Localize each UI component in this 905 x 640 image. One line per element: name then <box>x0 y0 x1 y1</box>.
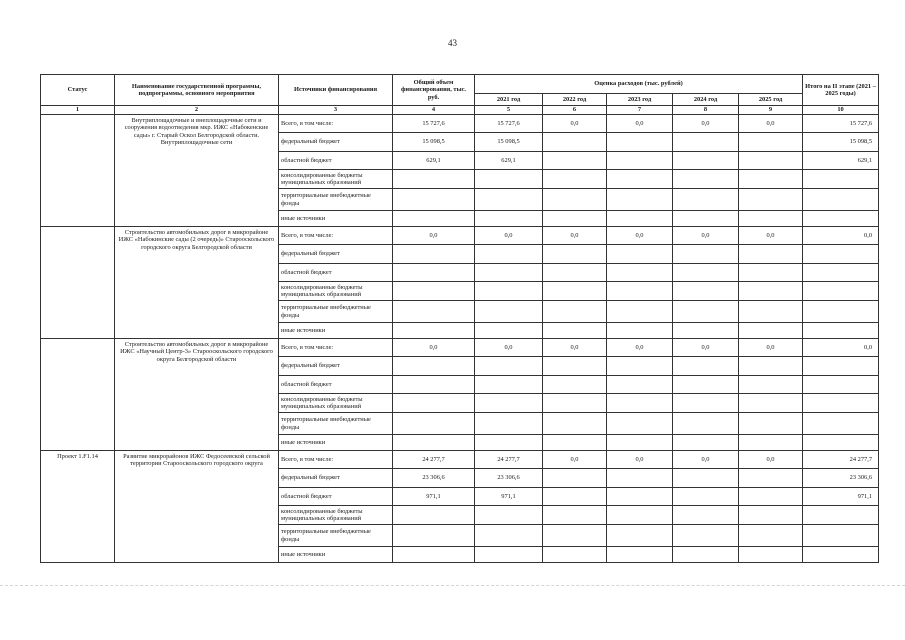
year-2024-cell <box>673 435 739 451</box>
funding-source-cell: федеральный бюджет <box>279 469 393 488</box>
column-index: 2 <box>115 106 279 115</box>
year-2024-cell: 0,0 <box>673 227 739 245</box>
itogo-cell: 23 306,6 <box>803 469 879 488</box>
header-estimate: Оценка расходов (тыс. рублей) <box>475 75 803 94</box>
year-2023-cell <box>607 282 673 301</box>
year-2024-cell <box>673 152 739 170</box>
table-row <box>41 339 879 357</box>
year-2022-cell <box>543 189 607 211</box>
year-2022-cell <box>543 357 607 376</box>
column-index: 3 <box>279 106 393 115</box>
object-name-cell: Строительство автомобильных дорог в микрорайоне ИЖС «Набокинские сады (2 очередь)» Старооскольского городского округа Белгородской области <box>115 227 279 339</box>
total-cell <box>393 506 475 525</box>
year-2021-cell: 629,1 <box>475 152 543 170</box>
year-2023-cell <box>607 170 673 189</box>
itogo-cell <box>803 282 879 301</box>
year-2024-cell <box>673 376 739 394</box>
year-2025-cell <box>739 133 803 152</box>
year-2024-cell <box>673 245 739 264</box>
column-index: 7 <box>607 106 673 115</box>
header-itogo: Итого на II этапе (2021 – 2025 годы) <box>803 75 879 106</box>
column-index: 1 <box>41 106 115 115</box>
header-year: 2022 год <box>543 94 607 106</box>
year-2022-cell <box>543 301 607 323</box>
year-2024-cell <box>673 506 739 525</box>
year-2021-cell <box>475 170 543 189</box>
funding-source-cell: Всего, в том числе: <box>279 451 393 469</box>
year-2025-cell <box>739 357 803 376</box>
itogo-cell <box>803 211 879 227</box>
year-2025-cell: 0,0 <box>739 115 803 133</box>
year-2025-cell <box>739 282 803 301</box>
itogo-cell <box>803 357 879 376</box>
total-cell <box>393 282 475 301</box>
year-2022-cell <box>543 211 607 227</box>
year-2025-cell: 0,0 <box>739 227 803 245</box>
funding-source-cell: консолидированные бюджеты муниципальных образований <box>279 282 393 301</box>
total-cell <box>393 394 475 413</box>
total-cell: 629,1 <box>393 152 475 170</box>
itogo-cell <box>803 189 879 211</box>
year-2023-cell <box>607 152 673 170</box>
year-2021-cell <box>475 435 543 451</box>
funding-source-cell: консолидированные бюджеты муниципальных образований <box>279 394 393 413</box>
year-2021-cell <box>475 506 543 525</box>
year-2025-cell <box>739 301 803 323</box>
page-number: 43 <box>448 38 457 48</box>
total-cell <box>393 170 475 189</box>
year-2022-cell <box>543 282 607 301</box>
year-2022-cell <box>543 506 607 525</box>
year-2025-cell <box>739 469 803 488</box>
year-2025-cell: 0,0 <box>739 339 803 357</box>
year-2025-cell <box>739 211 803 227</box>
year-2023-cell <box>607 189 673 211</box>
year-2023-cell <box>607 469 673 488</box>
year-2021-cell <box>475 413 543 435</box>
year-2022-cell: 0,0 <box>543 339 607 357</box>
year-2024-cell <box>673 488 739 506</box>
itogo-cell: 629,1 <box>803 152 879 170</box>
year-2023-cell <box>607 525 673 547</box>
year-2023-cell <box>607 376 673 394</box>
year-2024-cell <box>673 323 739 339</box>
itogo-cell: 0,0 <box>803 339 879 357</box>
total-cell: 15 727,6 <box>393 115 475 133</box>
year-2025-cell <box>739 394 803 413</box>
total-cell <box>393 525 475 547</box>
year-2021-cell: 0,0 <box>475 339 543 357</box>
table-row <box>41 227 879 245</box>
column-index: 4 <box>393 106 475 115</box>
column-index: 10 <box>803 106 879 115</box>
year-2023-cell <box>607 301 673 323</box>
total-cell <box>393 323 475 339</box>
year-2021-cell: 24 277,7 <box>475 451 543 469</box>
year-2024-cell <box>673 133 739 152</box>
total-cell: 24 277,7 <box>393 451 475 469</box>
year-2025-cell <box>739 547 803 563</box>
total-cell: 0,0 <box>393 227 475 245</box>
year-2025-cell <box>739 245 803 264</box>
funding-source-cell: Всего, в том числе: <box>279 115 393 133</box>
table-row <box>41 451 879 469</box>
year-2024-cell <box>673 211 739 227</box>
itogo-cell <box>803 301 879 323</box>
year-2022-cell <box>543 245 607 264</box>
itogo-cell <box>803 435 879 451</box>
funding-source-cell: областной бюджет <box>279 264 393 282</box>
itogo-cell: 15 727,6 <box>803 115 879 133</box>
total-cell <box>393 189 475 211</box>
year-2022-cell <box>543 413 607 435</box>
funding-source-cell: иные источники <box>279 435 393 451</box>
total-cell: 15 098,5 <box>393 133 475 152</box>
year-2022-cell <box>543 376 607 394</box>
year-2024-cell <box>673 357 739 376</box>
year-2021-cell <box>475 282 543 301</box>
column-index: 5 <box>475 106 543 115</box>
year-2021-cell <box>475 525 543 547</box>
object-name-cell: Строительство автомобильных дорог в микрорайоне ИЖС «Научный Центр-3» Старооскольского городского округа Белгородской области <box>115 339 279 451</box>
header-year: 2025 год <box>739 94 803 106</box>
header-status: Статус <box>41 75 115 106</box>
funding-source-cell: федеральный бюджет <box>279 245 393 264</box>
itogo-cell <box>803 547 879 563</box>
year-2023-cell <box>607 435 673 451</box>
year-2025-cell <box>739 525 803 547</box>
year-2021-cell <box>475 394 543 413</box>
year-2025-cell <box>739 488 803 506</box>
year-2024-cell <box>673 264 739 282</box>
total-cell <box>393 413 475 435</box>
funding-source-cell: областной бюджет <box>279 376 393 394</box>
itogo-cell <box>803 245 879 264</box>
year-2022-cell: 0,0 <box>543 115 607 133</box>
header-year: 2021 год <box>475 94 543 106</box>
year-2025-cell <box>739 170 803 189</box>
total-cell <box>393 211 475 227</box>
year-2025-cell <box>739 376 803 394</box>
year-2021-cell <box>475 264 543 282</box>
year-2022-cell <box>543 547 607 563</box>
total-cell <box>393 547 475 563</box>
status-cell <box>41 339 115 451</box>
year-2025-cell <box>739 323 803 339</box>
itogo-cell: 15 098,5 <box>803 133 879 152</box>
year-2022-cell <box>543 435 607 451</box>
status-cell <box>41 115 115 227</box>
header-name: Наименование государственной программы, подпрограммы, основного мероприятия <box>115 75 279 106</box>
year-2025-cell <box>739 189 803 211</box>
total-cell: 23 306,6 <box>393 469 475 488</box>
year-2023-cell <box>607 413 673 435</box>
header-year: 2024 год <box>673 94 739 106</box>
year-2021-cell: 15 098,5 <box>475 133 543 152</box>
column-index: 6 <box>543 106 607 115</box>
year-2024-cell <box>673 301 739 323</box>
table-body <box>41 115 879 563</box>
year-2022-cell <box>543 170 607 189</box>
year-2022-cell <box>543 488 607 506</box>
year-2024-cell <box>673 170 739 189</box>
year-2024-cell: 0,0 <box>673 339 739 357</box>
funding-source-cell: территориальные внебюджетные фонды <box>279 413 393 435</box>
header-year: 2023 год <box>607 94 673 106</box>
itogo-cell <box>803 170 879 189</box>
year-2021-cell <box>475 547 543 563</box>
header-total: Общий объем финансирования, тыс. руб. <box>393 75 475 106</box>
year-2024-cell <box>673 413 739 435</box>
funding-source-cell: федеральный бюджет <box>279 133 393 152</box>
object-name-cell: Развитие микрорайонов ИЖС Федосеевской сельской территории Старооскольского городского округа <box>115 451 279 563</box>
itogo-cell: 24 277,7 <box>803 451 879 469</box>
year-2021-cell: 15 727,6 <box>475 115 543 133</box>
year-2021-cell: 0,0 <box>475 227 543 245</box>
object-name-cell: Внутриплощадочные и внеплощадочные сети и сооружения водоотведения мкр. ИЖС «Набокенские сады» г. Старый Оскол Белгородской области. Внутриплощадочные сети <box>115 115 279 227</box>
year-2022-cell: 0,0 <box>543 227 607 245</box>
year-2023-cell <box>607 488 673 506</box>
year-2021-cell: 971,1 <box>475 488 543 506</box>
funding-source-cell: территориальные внебюджетные фонды <box>279 301 393 323</box>
funding-source-cell: Всего, в том числе: <box>279 227 393 245</box>
year-2023-cell <box>607 506 673 525</box>
year-2021-cell <box>475 189 543 211</box>
year-2025-cell <box>739 413 803 435</box>
itogo-cell: 971,1 <box>803 488 879 506</box>
year-2021-cell: 23 306,6 <box>475 469 543 488</box>
itogo-cell <box>803 323 879 339</box>
header-sources: Источники финансирования <box>279 75 393 106</box>
itogo-cell <box>803 413 879 435</box>
year-2025-cell <box>739 152 803 170</box>
itogo-cell <box>803 376 879 394</box>
year-2023-cell <box>607 211 673 227</box>
year-2025-cell <box>739 435 803 451</box>
funding-source-cell: федеральный бюджет <box>279 357 393 376</box>
funding-source-cell: иные источники <box>279 547 393 563</box>
year-2023-cell <box>607 547 673 563</box>
year-2025-cell <box>739 264 803 282</box>
itogo-cell <box>803 506 879 525</box>
column-index-row <box>41 106 879 115</box>
status-cell: Проект 1.F1.14 <box>41 451 115 563</box>
funding-source-cell: иные источники <box>279 211 393 227</box>
year-2023-cell <box>607 323 673 339</box>
budget-table <box>40 74 879 563</box>
year-2021-cell <box>475 211 543 227</box>
year-2021-cell <box>475 376 543 394</box>
total-cell: 0,0 <box>393 339 475 357</box>
total-cell <box>393 357 475 376</box>
status-cell <box>41 227 115 339</box>
year-2022-cell <box>543 469 607 488</box>
year-2023-cell: 0,0 <box>607 115 673 133</box>
column-index: 8 <box>673 106 739 115</box>
year-2024-cell <box>673 189 739 211</box>
total-cell <box>393 376 475 394</box>
year-2024-cell <box>673 282 739 301</box>
year-2023-cell: 0,0 <box>607 339 673 357</box>
year-2022-cell <box>543 133 607 152</box>
year-2022-cell <box>543 323 607 339</box>
itogo-cell <box>803 525 879 547</box>
funding-source-cell: областной бюджет <box>279 488 393 506</box>
year-2025-cell <box>739 506 803 525</box>
itogo-cell <box>803 264 879 282</box>
funding-source-cell: Всего, в том числе: <box>279 339 393 357</box>
header-row <box>41 75 879 94</box>
year-2022-cell <box>543 264 607 282</box>
itogo-cell: 0,0 <box>803 227 879 245</box>
total-cell <box>393 435 475 451</box>
column-index: 9 <box>739 106 803 115</box>
year-2021-cell <box>475 323 543 339</box>
total-cell: 971,1 <box>393 488 475 506</box>
year-2023-cell <box>607 357 673 376</box>
year-2021-cell <box>475 301 543 323</box>
table-row <box>41 115 879 133</box>
year-2024-cell: 0,0 <box>673 115 739 133</box>
funding-source-cell: территориальные внебюджетные фонды <box>279 189 393 211</box>
year-2023-cell <box>607 394 673 413</box>
year-2022-cell <box>543 394 607 413</box>
year-2025-cell: 0,0 <box>739 451 803 469</box>
year-2023-cell: 0,0 <box>607 227 673 245</box>
year-2021-cell <box>475 357 543 376</box>
year-2024-cell <box>673 394 739 413</box>
year-2022-cell: 0,0 <box>543 451 607 469</box>
year-2024-cell <box>673 469 739 488</box>
year-2023-cell: 0,0 <box>607 451 673 469</box>
year-2023-cell <box>607 245 673 264</box>
year-2023-cell <box>607 133 673 152</box>
total-cell <box>393 301 475 323</box>
year-2024-cell: 0,0 <box>673 451 739 469</box>
year-2022-cell <box>543 152 607 170</box>
year-2021-cell <box>475 245 543 264</box>
year-2022-cell <box>543 525 607 547</box>
year-2024-cell <box>673 525 739 547</box>
funding-source-cell: иные источники <box>279 323 393 339</box>
funding-source-cell: территориальные внебюджетные фонды <box>279 525 393 547</box>
total-cell <box>393 264 475 282</box>
total-cell <box>393 245 475 264</box>
funding-source-cell: консолидированные бюджеты муниципальных образований <box>279 506 393 525</box>
year-2024-cell <box>673 547 739 563</box>
itogo-cell <box>803 394 879 413</box>
funding-source-cell: областной бюджет <box>279 152 393 170</box>
year-2023-cell <box>607 264 673 282</box>
scan-artifact-line <box>0 585 905 590</box>
funding-source-cell: консолидированные бюджеты муниципальных образований <box>279 170 393 189</box>
